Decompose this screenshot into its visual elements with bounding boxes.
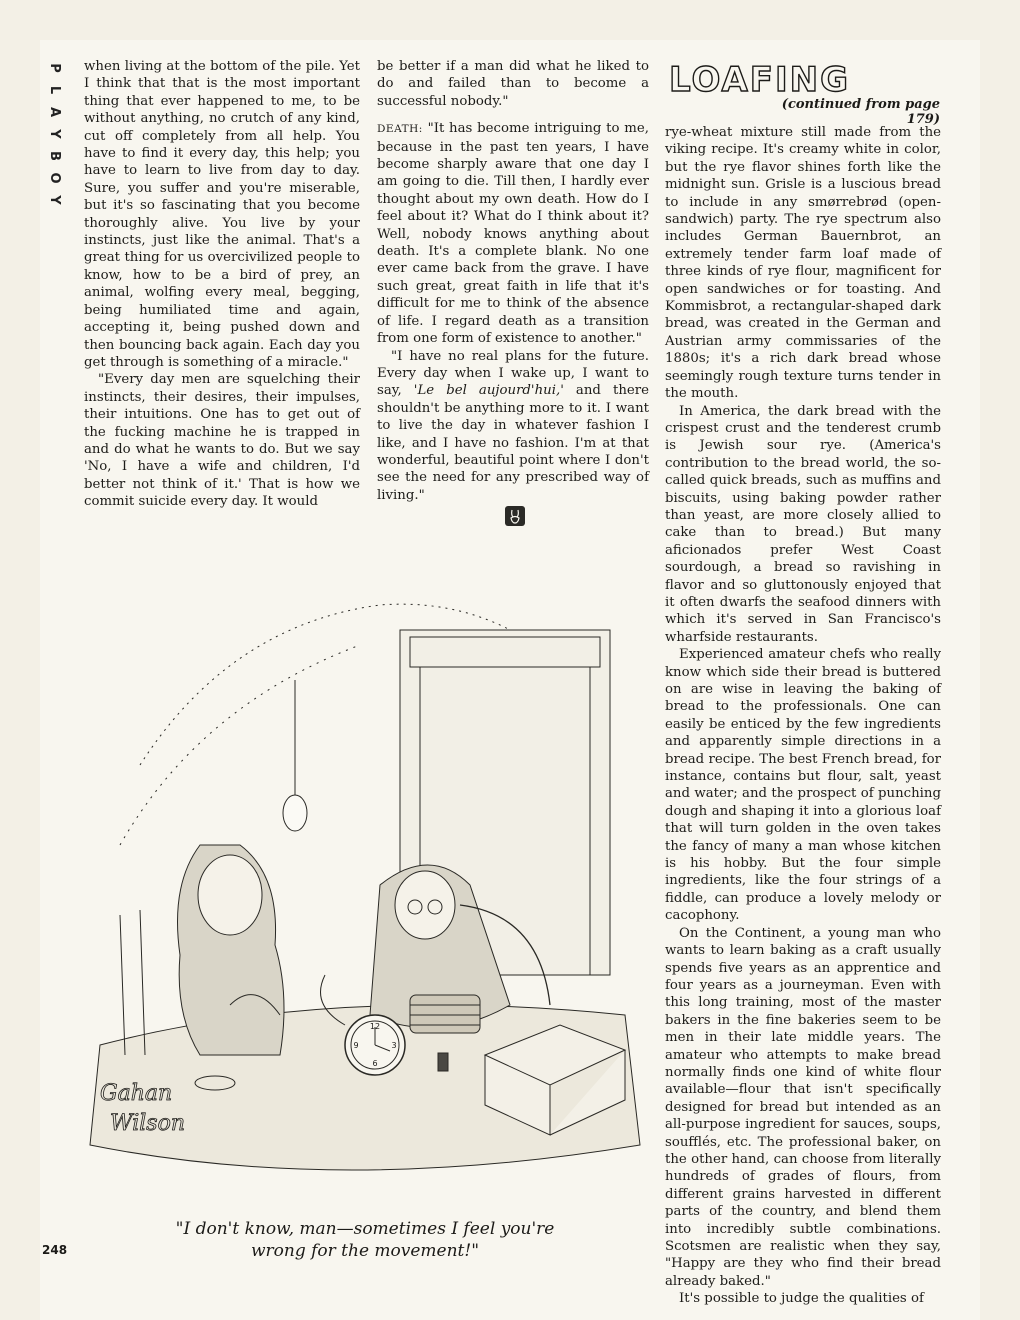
- paragraph: [377, 348, 649, 505]
- column-3: [665, 124, 941, 1308]
- end-mark-rabbit-icon: [505, 506, 525, 526]
- continued-from: (continued from page 179): [781, 97, 940, 127]
- paragraph-text: ' and there shouldn't be anything more to it. I want to live the day in whatever fashion I like, and I have no fashion. I'm at that wonderful, beautiful point where I don't see the need for any prescribed way of living.": [377, 383, 649, 503]
- cartoon-caption: "I don't know, man—sometimes I feel you're wrong for the movement!": [175, 1219, 555, 1261]
- masthead-playboy: [42, 60, 66, 214]
- death-label: DEATH:: [377, 123, 423, 136]
- cartoon-illustration: [80, 585, 658, 1195]
- small-bottle: [438, 1053, 448, 1071]
- masthead-letter: A: [47, 106, 62, 124]
- article-title: LOAFING: [669, 60, 850, 100]
- clock-numeral: 6: [372, 1059, 378, 1068]
- paragraph: [377, 120, 649, 347]
- italic-phrase: Le bel aujourd'hui,: [417, 383, 561, 399]
- page-number: 248: [42, 1243, 68, 1257]
- paragraph: rye-wheat mixture still made from the viking recipe. It's creamy white in color, but the rye flavor shines forth like the midnight sun. Grisle is a luscious bread to include in any smørrebrød (open-sandwich) party. The rye spectrum also includes German Bauernbrot, an extremely tender farm loaf made of three kinds of rye flour, magnificent for open sandwiches or for toasting. And Kommisbrot, a rectangular-shaped dark bread, was created in the German and Austrian army commissaries of the 1880s; it's a rich dark bread whose seemingly rough texture turns tender in the mouth.: [665, 125, 941, 402]
- clock-numeral: 12: [369, 1022, 381, 1031]
- paragraph-text: "It has become intriguing to me, because in the past ten years, I have become sharply aware that one day I am going to die. Till then, I hardly ever thought about my own death. How do I feel about it? What do I think about it? Well, nobody knows anything about death. It's a complete blank. No one ever came back from the grave. I have such great, great faith in life that it's difficult for me to think of the absence of life. I regard death as a transition from one form of existence to another.": [377, 121, 649, 347]
- clock-numeral: 9: [353, 1041, 359, 1050]
- dynamite-bundle: [410, 995, 480, 1033]
- column-2: [377, 58, 649, 504]
- masthead-letter: B: [47, 151, 62, 167]
- signature-line: Wilson: [110, 1111, 186, 1136]
- masthead-letter: Y: [47, 129, 62, 145]
- paragraph: In America, the dark bread with the crispest crust and the tenderest crumb is Jewish sour rye. (America's contribution to the bread world, the so-called quick breads, such as muffins and biscuits, using baking powder rather than yeast, are more closely allied to cake than to bread.) But many aficionados prefer West Coast sourdough, a bread so ravishing in flavor and so gluttonously enjoyed that it often dwarfs the seafood dinners with which it's served in San Francisco's wharfside restaurants.: [665, 403, 941, 645]
- paragraph-text: "I have no real plans for the future. Every day when I wake up, I want to say, ': [377, 348, 649, 399]
- paragraph: It's possible to judge the qualities of: [679, 1291, 924, 1307]
- signature-line: Gahan: [100, 1081, 173, 1106]
- paragraph: "Every day men are squelching their instincts, their desires, their impulses, their intuitions. One has to get out of the fucking machine he is trapped in and do what he wants to do. But we say 'No, I have a wife and children, I'd better not think of it.' That is how we commit suicide every day. It would: [84, 372, 360, 510]
- masthead-letter: P: [47, 63, 62, 79]
- column-1: [84, 58, 360, 511]
- paragraph: when living at the bottom of the pile. Yet I think that that is the most important thing that ever happened to me, to be without anything, no crutch of any kind, cut off completely from all help. You have to find it every day, this help; you have to learn to live from day to day. Sure, you suffer and you're miserable, but it's so fascinating that you become thoroughly alive. You live by your instincts, just like the animal. That's a great thing for us overcivilized people to know, how to be a bird of prey, an animal, wolfing every meal, begging, being humiliated time and again, accepting it, being pushed down and then bouncing back again. Each day you get through is something of a miracle.": [84, 59, 360, 370]
- clock-numeral: 3: [391, 1041, 397, 1050]
- paragraph: be better if a man did what he liked to do and failed than to become a successful nobody.": [377, 59, 649, 109]
- paragraph: On the Continent, a young man who wants to learn baking as a craft usually spends five years as an apprentice and four years as a journeyman. Even with this long training, most of the master bakers in the fine bakeries seem to be men in their late middle years. The amateur who attempts to make bread normally finds one kind of white flour available—flour that isn't specifically designed for bread but intended as an all-purpose ingredient for sauces, soups, soufflés, etc. The professional baker, on the other hand, can choose from literally hundreds of grades of flours, from different grains harvested in different parts of the country, and blend them into incredibly subtle combinations. Scotsmen are realistic when they say, "Happy are they who find their bread already baked.": [665, 925, 941, 1289]
- masthead-letter: Y: [47, 195, 62, 211]
- masthead-letter: L: [47, 85, 62, 101]
- masthead-letter: O: [47, 172, 62, 190]
- light-bulb-icon: [283, 795, 307, 831]
- paragraph: Experienced amateur chefs who really know which side their bread is buttered on are wise in leaving the baking of bread to the professionals. One can easily be enticed by the few ingredients and apparently simple directions in a bread recipe. The best French bread, for instance, contains but flour, salt, yeast and water; and the prospect of punching dough and shaping it into a glorious loaf that will turn golden in the oven takes the fancy of many a man whose kitchen is his hobby. But the four simple ingredients, like the four strings of a fiddle, can produce a lovely melody or cacophony.: [665, 647, 941, 924]
